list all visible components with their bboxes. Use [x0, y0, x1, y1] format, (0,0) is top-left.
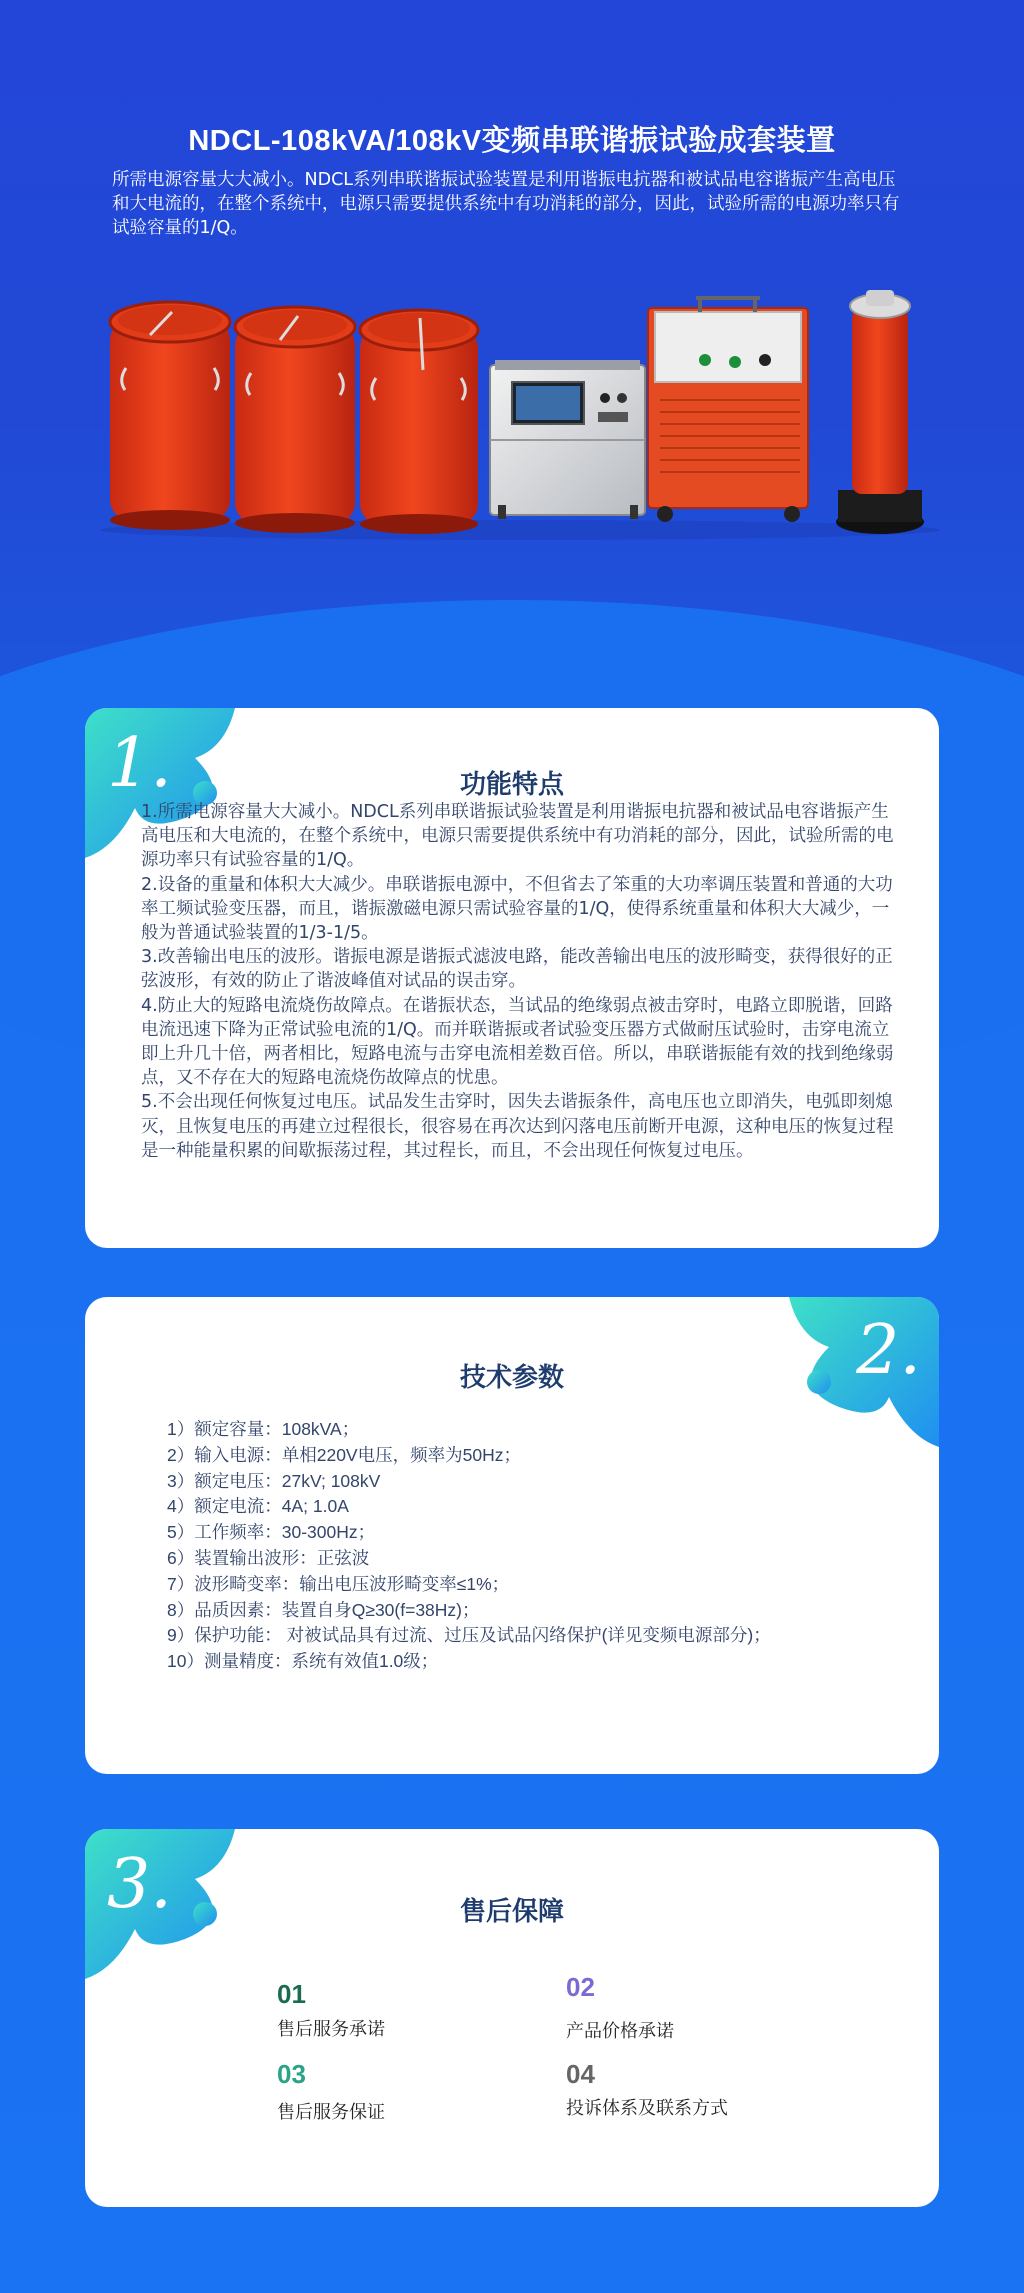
hero-description: 所需电源容量大大减小。NDCL系列串联谐振试验装置是利用谐振电抗器和被试品电容谐振产生高电压和大电流的，在整个系统中，电源只需要提供系统中有功消耗的部分，因此，试验所需的电源功率只有试验容量的1/Q。 — [112, 170, 900, 238]
specs-card — [85, 1297, 939, 1774]
spec-item: 5）工作频率：30-300Hz； — [167, 1522, 376, 1543]
features-card — [85, 708, 939, 1248]
service-item-label[interactable]: 投诉体系及联系方式 — [566, 2098, 728, 2119]
exciter-transformer — [648, 298, 808, 522]
service-card — [85, 1829, 939, 2207]
service-item-number: 02 — [566, 1972, 595, 2002]
reactor-cylinder — [235, 307, 355, 533]
spec-item: 8）品质因素：装置自身Q≥30(f=38Hz)； — [167, 1599, 480, 1620]
service-item-label[interactable]: 产品价格承诺 — [566, 2021, 674, 2042]
feature-paragraph: 3.改善输出电压的波形。谐振电源是谐振式滤波电路，能改善输出电压的波形畸变，获得很好的正弦波形，有效的防止了谐波峰值对试品的误击穿。 — [141, 947, 893, 992]
section-number: 1. — [107, 724, 172, 803]
control-box — [490, 360, 645, 519]
section-number: 3. — [107, 1845, 172, 1924]
service-item-number: 01 — [277, 1979, 306, 2009]
spec-item: 9）保护功能： 对被试品具有过流、过压及试品闪络保护(详见变频电源部分)； — [167, 1625, 771, 1646]
section-title: 技术参数 — [459, 1363, 564, 1393]
product-image — [100, 290, 940, 545]
service-item-label[interactable]: 售后服务承诺 — [277, 2019, 385, 2040]
spec-item: 10）测量精度：系统有效值1.0级； — [167, 1651, 439, 1672]
spec-item: 1）额定容量：108kVA； — [167, 1419, 360, 1439]
feature-paragraph: 5.不会出现任何恢复过电压。试品发生击穿时，因失去谐振条件，高电压也立即消失，电弧即刻熄灭，且恢复电压的再建立过程很长，很容易在再次达到闪落电压前断开电源，这种电压的恢复过程是一种能量积累的间歇振荡过程，其过程长，而且，不会出现任何恢复过电压。 — [141, 1092, 894, 1161]
feature-paragraph: 4.防止大的短路电流烧伤故障点。在谐振状态，当试品的绝缘弱点被击穿时，电路立即脱谐，回路电流迅速下降为正常试验电流的1/Q。而并联谐振或者试验变压器方式做耐压试验时，击穿电流立即上升几十倍，两者相比，短路电流与击穿电流相差数百倍。所以，串联谐振能有效的找到绝缘弱点，又不存在大的短路电流烧伤故障点的忧患。 — [141, 995, 894, 1089]
features-list — [141, 800, 906, 1163]
spec-item: 7）波形畸变率：输出电压波形畸变率≤1%； — [167, 1573, 510, 1594]
service-item-number: 03 — [277, 2059, 306, 2089]
spec-item: 3）额定电压：27kV; 108kV — [167, 1470, 381, 1491]
spec-item: 6）装置输出波形：正弦波 — [167, 1547, 370, 1568]
spec-item: 2）输入电源：单相220V电压，频率为50Hz； — [167, 1444, 521, 1465]
spec-item: 4）额定电流：4A; 1.0A — [167, 1496, 349, 1517]
section-title: 售后保障 — [459, 1897, 564, 1927]
voltage-divider — [836, 290, 924, 534]
feature-paragraph: 2.设备的重量和体积大大减少。串联谐振电源中，不但省去了笨重的大功率调压装置和普通的大功率工频试验变压器，而且，谐振激磁电源只需试验容量的1/Q，使得系统重量和体积大大减少，一般为普通试验装置的1/3-1/5。 — [141, 874, 893, 944]
page-title: NDCL-108kVA/108kV变频串联谐振试验成套装置 — [188, 125, 836, 157]
section-number: 2. — [856, 1311, 921, 1390]
feature-paragraph: 1.所需电源容量大大减小。NDCL系列串联谐振试验装置是利用谐振电抗器和被试品电容谐振产生高电压和大电流的，在整个系统中，电源只需要提供系统中有功消耗的部分，因此，试验所需的电源功率只有试验容量的1/Q。 — [141, 802, 894, 871]
section-title: 功能特点 — [459, 770, 564, 800]
service-item-label[interactable]: 售后服务保证 — [277, 2102, 385, 2123]
service-item-number: 04 — [566, 2059, 595, 2089]
reactor-cylinder — [360, 310, 478, 534]
specs-list — [167, 1417, 887, 1675]
reactor-cylinder — [110, 302, 230, 530]
